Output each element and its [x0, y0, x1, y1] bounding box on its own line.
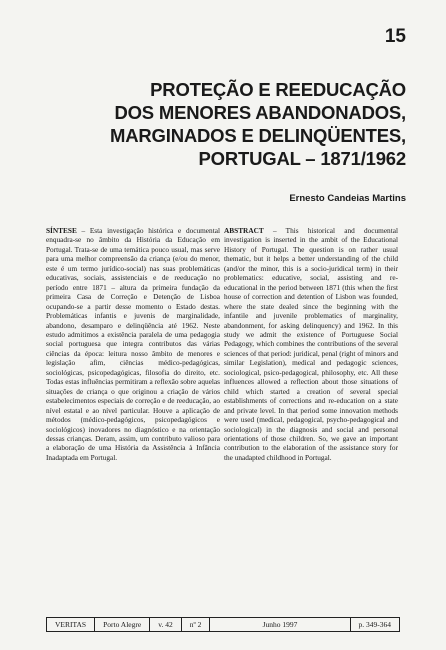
footer-date: Junho 1997 — [262, 620, 298, 629]
abstract-text: – This historical and documental investigation is inserted in the ambit of the Educational History of Portugal. The question is on rather usual thematic, but it helps a better understanding of the child (and/or the minor, this is a socio-juridical term) in their problematics: educative, social, assisting and re-educational in the period between 1871 (this when the first house of correction and detention of Lisbon was founded, where the state dealed since the beginning with the infantile and juvenile problematics of marginality, abandonment, for asking delinquency) and 1962. In this study we admit the existence of Portuguese Social Pedagogy, which combines the contributions of the several sciences of that period: juridical, penal (right of minors and similar Legislation), medical and pedagogic sciences, sociological, psico-pedagogical, philosophy, etc. All these influences allowed a reflection about those situations of child which started a creation of several special establishments of corrections and re-education on a state and private level. In that period some innovation methods were used (medical, pedagogical, psycho-pedagogical and sociological) in the diagnosis and social and personal orientations of those children. So, we gave an important contribution to the elaboration of the assistance story for the unadapted childhood in Portugal. — [224, 226, 398, 462]
abstract-label: ABSTRACT — [224, 226, 264, 235]
title-line: PORTUGAL – 1871/1962 — [198, 148, 406, 169]
footer-number: nº 2 — [189, 620, 202, 629]
footer-journal: VERITAS — [55, 620, 87, 629]
sintese-text: – Esta investigação histórica e documental enquadra-se no âmbito da História da Educação em Portugal. Trata-se de uma temática pouco usual, mas serve para uma melhor compreensão da criança (e/ou do menor, este é um termo jurídico-social) nas suas problemáticas educativas, sociais, assistenciais e de reeducação no período entre 1871 – altura da primeira fundação da primeira Casa de Correção e Detenção de Lisboa ocupando-se a partir desse momento o Estado destas. Problemáticas infantis e juvenis de marginalidade, abandono, desamparo e delinqüência até 1962. Neste estudo admitimos a existência paralela de uma pedagogia social portuguesa que integra contributos das várias ciências da época: leitura nosso âmbito de menores e legislação afim, ciências médico-pedagógicas, sociológicas, psicopedagógicas, filosofia do direito, etc. Todas estas influências permitiram a reflexão sobre aquelas situações de criança o que originou a criação de vários estabelecimentos especiais de correção e de reeducação, ao nível estatal e ao nível particular. Houve a aplicação de métodos (médico-pedagógicos, psicopedagógicos e sociológicos) inovadores no diagnóstico e na orientação dessas crianças. Deram, assim, um contributo valioso para a elaboração de uma História da Assistência à Infância Inadaptada em Portugal. — [46, 226, 220, 462]
sintese-column — [46, 226, 220, 462]
page-number: 15 — [384, 26, 406, 47]
article-title — [66, 78, 406, 170]
sintese-label: SÍNTESE — [46, 226, 77, 235]
citation-footer — [46, 617, 400, 632]
abstract-column — [224, 226, 398, 462]
author-name: Ernesto Candeias Martins — [289, 193, 406, 204]
footer-city: Porto Alegre — [103, 620, 142, 629]
footer-pages: p. 349-364 — [358, 620, 391, 629]
title-line: DOS MENORES ABANDONADOS, — [114, 102, 406, 123]
title-line: MARGINADOS E DELINQÜENTES, — [110, 125, 406, 146]
footer-volume: v. 42 — [158, 620, 173, 629]
title-line: PROTEÇÃO E REEDUCAÇÃO — [150, 79, 406, 100]
